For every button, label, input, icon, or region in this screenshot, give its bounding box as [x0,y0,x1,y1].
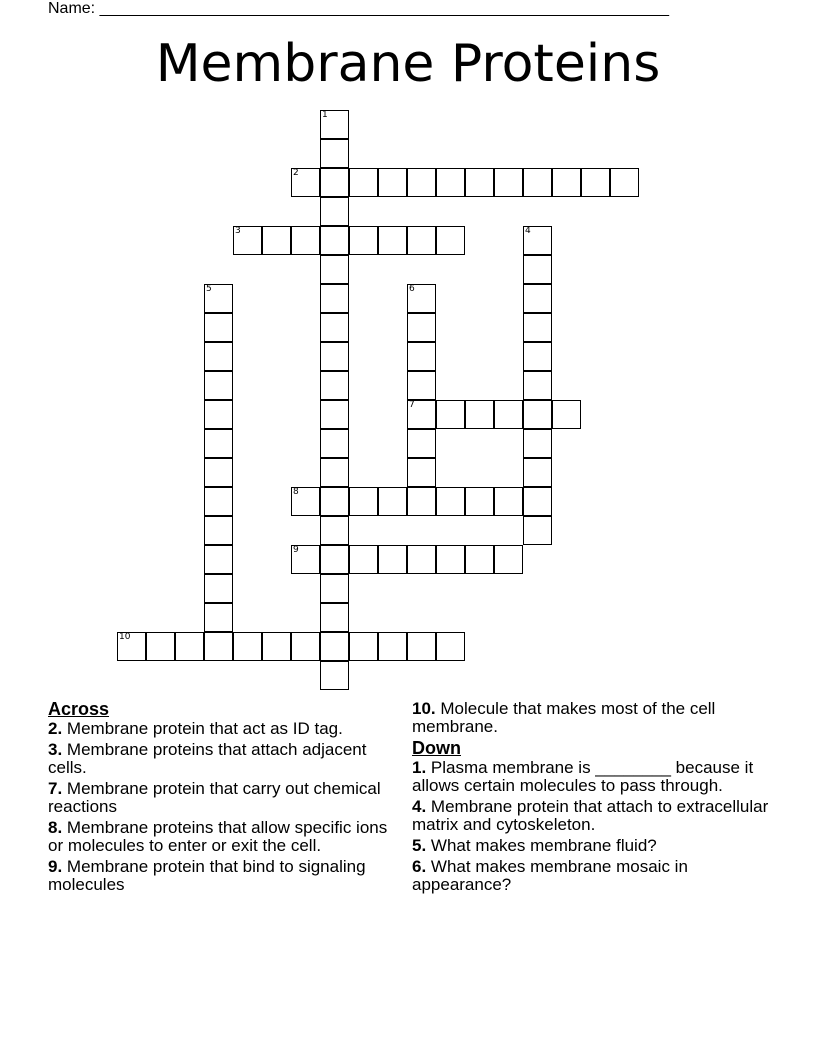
crossword-cell[interactable] [407,632,436,661]
crossword-cell[interactable] [204,284,233,313]
clues-column-left [48,700,398,897]
clue-across-3: 3. Membrane proteins that attach adjacent cells. [48,740,367,777]
crossword-cell[interactable] [523,313,552,342]
crossword-cell[interactable] [320,342,349,371]
crossword-cell[interactable] [291,487,320,516]
crossword-cell[interactable] [523,284,552,313]
crossword-cell[interactable] [523,516,552,545]
crossword-cell[interactable] [465,545,494,574]
crossword-cell[interactable] [204,545,233,574]
crossword-cell[interactable] [378,487,407,516]
crossword-cell[interactable] [407,400,436,429]
crossword-cell[interactable] [407,342,436,371]
clue-number: 2 [293,168,299,178]
crossword-cell[interactable] [436,545,465,574]
crossword-cell[interactable] [320,516,349,545]
crossword-cell[interactable] [436,487,465,516]
crossword-cell[interactable] [204,313,233,342]
crossword-cell[interactable] [320,487,349,516]
crossword-cell[interactable] [581,168,610,197]
crossword-cell[interactable] [320,197,349,226]
crossword-cell[interactable] [117,632,146,661]
crossword-cell[interactable] [320,313,349,342]
clue-number: 10 [119,632,131,642]
crossword-cell[interactable] [552,400,581,429]
crossword-cell[interactable] [407,429,436,458]
crossword-cell[interactable] [465,487,494,516]
clue-number: 4 [525,226,531,236]
clue-across-2: 2. Membrane protein that act as ID tag. [48,719,343,738]
clue-down-1: 1. Plasma membrane is ________ because it allows certain molecules to pass through. [412,758,754,795]
crossword-cell[interactable] [436,632,465,661]
crossword-cell[interactable] [262,226,291,255]
crossword-cell[interactable] [204,400,233,429]
crossword-cell[interactable] [204,632,233,661]
clues-column-right [412,700,782,897]
crossword-cell[interactable] [349,545,378,574]
crossword-cell[interactable] [523,226,552,255]
crossword-cell[interactable] [204,429,233,458]
crossword-cell[interactable] [349,632,378,661]
clue-across-10: 10. Molecule that makes most of the cell membrane. [412,699,716,736]
crossword-cell[interactable] [407,168,436,197]
crossword-cell[interactable] [320,429,349,458]
crossword-cell[interactable] [378,545,407,574]
crossword-cell[interactable] [320,168,349,197]
crossword-cell[interactable] [378,168,407,197]
crossword-cell[interactable] [146,632,175,661]
crossword-cell[interactable] [320,110,349,139]
crossword-cell[interactable] [204,603,233,632]
crossword-cell[interactable] [523,255,552,284]
crossword-cell[interactable] [523,458,552,487]
crossword-cell[interactable] [320,545,349,574]
clue-number: 3 [235,226,241,236]
crossword-cell[interactable] [407,371,436,400]
crossword-cell[interactable] [204,342,233,371]
page-title: Membrane Proteins [155,34,661,94]
clue-number: 5 [206,284,212,294]
crossword-cell[interactable] [320,603,349,632]
crossword-cell[interactable] [349,226,378,255]
clue-down-4: 4. Membrane protein that attach to extracellular matrix and cytoskeleton. [412,797,769,834]
crossword-cell[interactable] [465,400,494,429]
crossword-cell[interactable] [610,168,639,197]
crossword-cell[interactable] [320,371,349,400]
crossword-cell[interactable] [320,226,349,255]
clue-number: 1 [322,110,328,120]
crossword-cell[interactable] [320,458,349,487]
crossword-cell[interactable] [262,632,291,661]
clue-number: 9 [293,545,299,555]
crossword-cell[interactable] [320,284,349,313]
crossword-cell[interactable] [233,226,262,255]
crossword-cell[interactable] [204,516,233,545]
crossword-cell[interactable] [407,313,436,342]
crossword-cell[interactable] [523,487,552,516]
crossword-cell[interactable] [407,226,436,255]
crossword-cell[interactable] [291,168,320,197]
clue-down-5: 5. What makes membrane fluid? [412,836,657,855]
crossword-cell[interactable] [465,168,494,197]
across-heading: Across [48,699,110,719]
crossword-cell[interactable] [494,168,523,197]
crossword-cell[interactable] [378,226,407,255]
crossword-cell[interactable] [291,226,320,255]
crossword-cell[interactable] [523,429,552,458]
crossword-cell[interactable] [378,632,407,661]
crossword-cell[interactable] [407,284,436,313]
crossword-cell[interactable] [291,632,320,661]
clue-across-8: 8. Membrane proteins that allow specific ions or molecules to enter or exit the cell. [48,818,388,855]
crossword-cell[interactable] [204,487,233,516]
crossword-cell[interactable] [320,255,349,284]
crossword-cell[interactable] [436,168,465,197]
crossword-cell[interactable] [320,632,349,661]
crossword-cell[interactable] [320,661,349,690]
crossword-cell[interactable] [407,545,436,574]
crossword-cell[interactable] [407,487,436,516]
crossword-cell[interactable] [523,400,552,429]
crossword-cell[interactable] [204,371,233,400]
crossword-cell[interactable] [204,574,233,603]
clue-number: 6 [409,284,415,294]
down-heading: Down [412,738,461,758]
crossword-cell[interactable] [494,400,523,429]
crossword-cell[interactable] [523,168,552,197]
crossword-cell[interactable] [436,400,465,429]
crossword-cell[interactable] [523,342,552,371]
crossword-cell[interactable] [349,487,378,516]
clue-number: 8 [293,487,299,497]
crossword-cell[interactable] [175,632,204,661]
crossword-cell[interactable] [494,545,523,574]
clue-across-9: 9. Membrane protein that bind to signaling molecules [48,857,366,894]
crossword-cell[interactable] [552,168,581,197]
name-field-label: Name: ________________________________________________________________ [48,0,670,17]
crossword-cell[interactable] [291,545,320,574]
crossword-cell[interactable] [320,400,349,429]
crossword-cell[interactable] [233,632,262,661]
clue-number: 7 [409,400,415,410]
clue-across-7: 7. Membrane protein that carry out chemical reactions [48,779,381,816]
crossword-cell[interactable] [204,458,233,487]
crossword-cell[interactable] [494,487,523,516]
crossword-cell[interactable] [320,574,349,603]
crossword-cell[interactable] [349,168,378,197]
clue-down-6: 6. What makes membrane mosaic in appearance? [412,857,688,894]
crossword-cell[interactable] [320,139,349,168]
crossword-cell[interactable] [436,226,465,255]
crossword-cell[interactable] [523,371,552,400]
crossword-cell[interactable] [407,458,436,487]
